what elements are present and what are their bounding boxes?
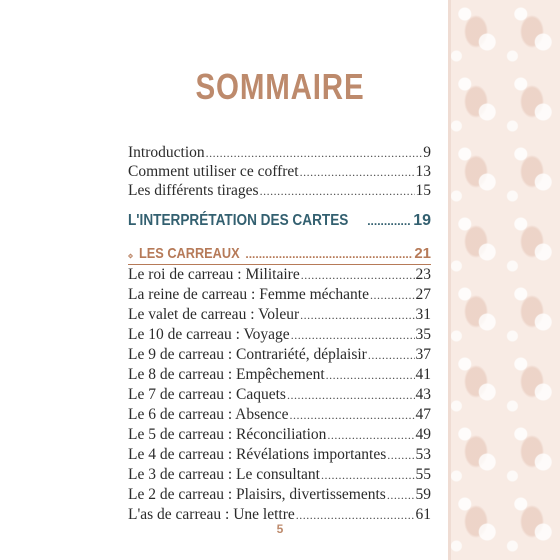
toc-entry[interactable] [128,266,431,286]
toc-entry-label: Le 8 de carreau : Empêchement [128,366,325,383]
toc-entry-page: 27 [415,286,431,303]
toc-entry-page: 47 [415,406,431,423]
page-title: SOMMAIRE [195,66,365,107]
toc-entry-page: 43 [415,386,431,403]
toc-section[interactable] [128,212,431,238]
dot-leader [327,428,414,443]
toc-entry-page: 61 [415,506,431,523]
dot-leader [368,348,415,363]
toc-entry[interactable] [128,286,431,306]
toc-entry[interactable] [128,306,431,326]
toc-entry-page: 53 [415,446,431,463]
toc-entry[interactable] [128,466,431,486]
toc-entry-label: Les différents tirages [128,182,259,199]
dot-leader [326,368,415,383]
toc-entry[interactable] [128,346,431,366]
page-number: 5 [276,522,284,536]
toc-entry-page: 15 [415,182,431,199]
toc-entry-page: 41 [415,366,431,383]
toc-subsection-page: 21 [414,245,431,262]
toc-entry-label: Le 3 de carreau : Le consultant [128,466,320,483]
toc-entry-page: 49 [415,426,431,443]
dot-leader [321,468,415,483]
toc-entry[interactable] [128,446,431,466]
toc-entry-label: L'as de carreau : Une lettre [128,506,295,523]
toc-entry-page: 55 [415,466,431,483]
toc-entry-label: Le 4 de carreau : Révélations importantes [128,446,387,463]
toc-entry[interactable] [128,366,431,386]
toc-entry-label: Le valet de carreau : Voleur [128,306,300,323]
toc-entry[interactable] [128,163,431,183]
dot-leader [387,488,415,503]
toc-entry-label: Le roi de carreau : Militaire [128,266,300,283]
toc-entry-page: 35 [415,326,431,343]
toc-section-label: L'INTERPRÉTATION DES CARTES [128,212,349,229]
dot-leader [300,165,415,180]
toc-entry-page: 59 [415,486,431,503]
dot-leader [260,184,415,199]
dot-leader [370,288,415,303]
dot-leader [206,146,423,161]
toc-entry-label: Le 2 de carreau : Plaisirs, divertissements [128,486,386,503]
toc-entry[interactable] [128,144,431,164]
dot-leader [367,214,411,228]
dot-leader [300,308,414,323]
toc-entry-page: 9 [423,144,431,161]
toc-entry-page: 37 [415,346,431,363]
toc-entry-label: Introduction [128,144,205,161]
dot-leader [301,268,415,283]
dot-leader [290,408,415,423]
toc-entry[interactable] [128,426,431,446]
toc-entry-page: 31 [415,306,431,323]
toc-entry[interactable] [128,406,431,426]
toc-entry-label: Le 7 de carreau : Caquets [128,386,286,403]
toc-entry-label: Comment utiliser ce coffret [128,163,299,180]
dot-leader [291,328,415,343]
diamond-icon [128,250,133,262]
toc-section-page: 19 [413,212,431,229]
dot-leader [387,448,414,463]
toc-subsection-label: LES CARREAUX [139,245,240,262]
toc-entry[interactable] [128,182,431,202]
toc-entry-label: Le 10 de carreau : Voyage [128,326,290,343]
dot-leader [296,508,415,523]
toc-entry[interactable] [128,326,431,346]
toc-entry-label: Le 5 de carreau : Réconciliation [128,426,327,443]
dot-leader [245,247,413,261]
subsection-underline [128,264,431,265]
toc-entry[interactable] [128,486,431,506]
dot-leader [287,388,415,403]
toc-entry-label: Le 6 de carreau : Absence [128,406,289,423]
toc-entry-label: Le 9 de carreau : Contrariété, déplaisir [128,346,367,363]
toc-entry-label: La reine de carreau : Femme méchante [128,286,369,303]
toc-entry-page: 13 [415,163,431,180]
toc-entry-page: 23 [415,266,431,283]
toc-entry[interactable] [128,386,431,406]
